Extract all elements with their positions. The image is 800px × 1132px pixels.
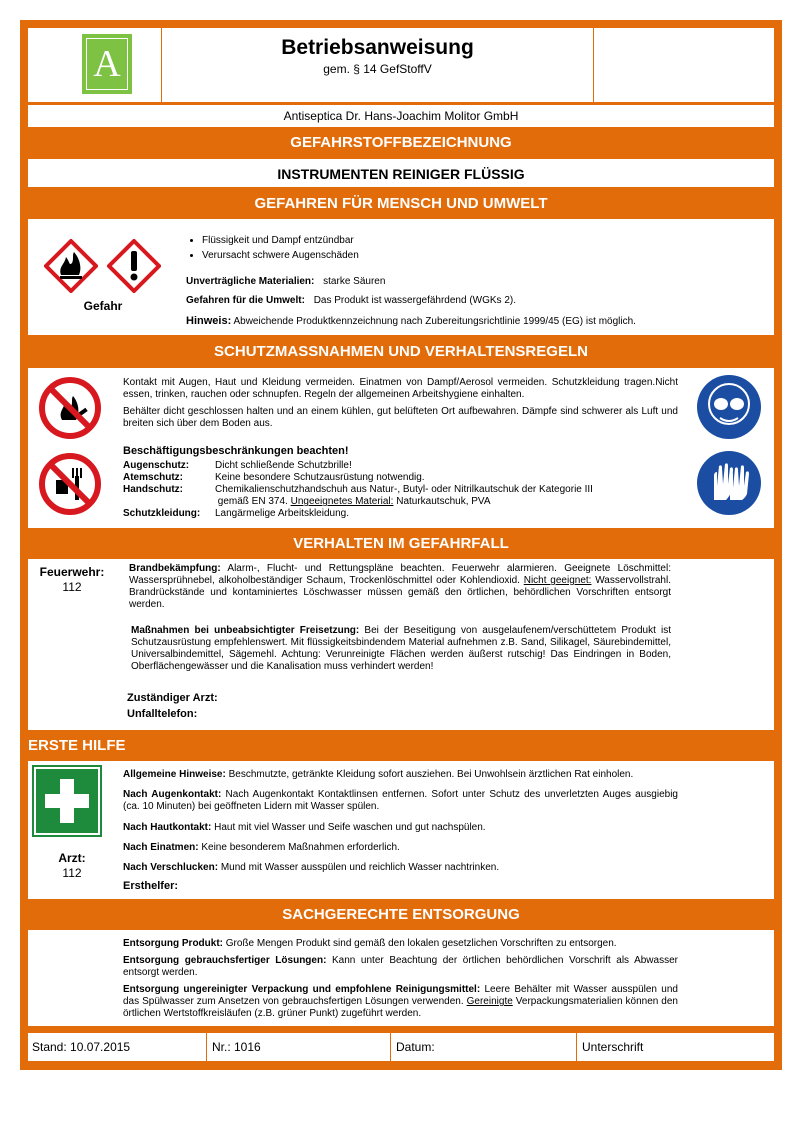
document-number: Nr.: 1016 — [212, 1040, 261, 1054]
general-advice — [123, 769, 678, 781]
unsuitable-material-value: Naturkautschuk, PVA — [393, 496, 491, 507]
first-aid-cross-icon — [32, 765, 102, 837]
cleaned-packaging-label: Gereinigte — [466, 996, 513, 1007]
no-eating-drinking-icon — [38, 452, 102, 516]
eye-protection-value: Dicht schließende Schutzbrille! — [215, 460, 352, 471]
incompatible-label: Unverträgliche Materialien: — [186, 276, 315, 287]
ingestion-text: Mund mit Wasser ausspülen und reichlich Wasser nachtrinken. — [218, 862, 500, 873]
incompatible-value: starke Säuren — [323, 276, 386, 287]
unsuitable-extinguisher-label: Nicht geeignet: — [523, 575, 592, 586]
section-protection-heading: SCHUTZMASSNAHMEN UND VERHALTENSREGELN — [214, 343, 588, 360]
section-hazards-heading: GEFAHREN FÜR MENSCH UND UMWELT — [254, 195, 548, 212]
inhalation-text: Keine besonderem Maßnahmen erforderlich. — [198, 842, 400, 853]
disposal-panel — [28, 930, 774, 1026]
signature-field[interactable]: Unterschrift — [582, 1040, 644, 1054]
date-field[interactable]: Datum: — [396, 1040, 435, 1054]
hazard-note — [186, 315, 766, 328]
responsible-doctor-label: Zuständiger Arzt: — [127, 692, 218, 704]
firefighting-label: Brandbekämpfung: — [129, 563, 221, 574]
respiratory-protection-label: Atemschutz: — [123, 472, 184, 483]
general-advice-label: Allgemeine Hinweise: — [123, 769, 226, 780]
ppe-hand-row — [123, 484, 683, 496]
fire-brigade-number: 112 — [62, 580, 82, 594]
operating-instruction-sheet — [20, 20, 782, 1070]
section-first-aid-heading: ERSTE HILFE — [28, 737, 126, 754]
revision-date: Stand: 10.07.2015 — [32, 1040, 131, 1054]
product-disposal-text: Große Mengen Produkt sind gemäß den lokalen gesetzlichen Vorschriften zu entsorgen. — [223, 938, 617, 949]
first-aid-panel — [28, 761, 774, 899]
solutions-disposal — [123, 955, 678, 979]
flame-ghs-icon — [44, 239, 98, 293]
eye-contact-label: Nach Augenkontakt: — [123, 789, 222, 800]
section-emergency-heading: VERHALTEN IM GEFAHRFALL — [293, 535, 509, 552]
general-advice-text: Beschmutzte, getränkte Kleidung sofort ausziehen. Bei Unwohlsein ärztlichen Rat einholen. — [225, 769, 634, 780]
packaging-disposal-label: Entsorgung ungereinigter Verpackung und empfohlene Reinigungsmittel: — [123, 984, 481, 995]
substance-row — [28, 159, 774, 187]
accidental-release-text — [131, 625, 671, 673]
eye-contact-advice — [123, 789, 678, 813]
hand-protection-norm: gemäß EN 374. — [215, 496, 291, 507]
skin-contact-label: Nach Hautkontakt: — [123, 822, 212, 833]
firefighting-body: Alarm-, Flucht- und Rettungspläne beachten. Feuerwehr alarmieren. Geeignete Löschmittel: Wassersprühnebel, alkoholbeständiger Schaum, Trockenlöschmittel oder Kohlendioxid. — [129, 563, 671, 586]
ppe-breath-row — [123, 472, 683, 484]
accident-phone-label: Unfalltelefon: — [127, 708, 198, 720]
product-disposal-label: Entsorgung Produkt: — [123, 938, 223, 949]
protective-clothing-value: Langärmelige Arbeitskleidung. — [215, 508, 349, 519]
environment-label: Gefahren für die Umwelt: — [186, 295, 305, 306]
emergency-panel — [28, 559, 774, 730]
hand-protection-label: Handschutz: — [123, 484, 183, 495]
footer-row — [28, 1033, 774, 1061]
accidental-release-body: Bei der Beseitigung von ausgelaufenem/verschüttetem Produkt ist Schutzausrüstung empfehlenswert. Mit flüssigkeitsbindendem Material aufnehmen z.B. Sand, Silikagel, Säurebindemittel, Universalbindemittel, Sägemehl. Achtung: Verunreinigte Flächen werden äußerst rutschig! Das Eindringen in Boden, Oberflächengewässer und die Kanalisation muss verhindert werden! — [131, 625, 671, 672]
hazard-item: • Verursacht schwere Augenschäden — [202, 248, 744, 263]
ppe-list — [123, 460, 683, 520]
firefighting-body-2: Wasservollstrahl. Brandrückstände und kontaminiertes Löschwasser müssen gemäß den örtlichen, behördlichen Vorschriften entsorgt werden. — [129, 575, 671, 610]
section-disposal-heading: SACHGERECHTE ENTSORGUNG — [282, 906, 520, 923]
note-label: Hinweis: — [186, 315, 232, 327]
inhalation-label: Nach Einatmen: — [123, 842, 199, 853]
hand-protection-value: Chemikalienschutzhandschuh aus Natur-, Butyl- oder Nitrilkautschuk der Kategorie III — [215, 484, 593, 495]
eye-protection-label: Augenschutz: — [123, 460, 190, 471]
respiratory-protection-value: Keine besondere Schutzausrüstung notwendig. — [215, 472, 425, 483]
company-logo — [82, 34, 132, 94]
no-fire-no-smoking-icon — [38, 376, 102, 440]
solutions-disposal-label: Entsorgung gebrauchsfertiger Lösungen: — [123, 955, 327, 966]
substance-name: INSTRUMENTEN REINIGER FLÜSSIG — [277, 166, 525, 182]
first-aid-doctor-label: Arzt: — [58, 851, 86, 865]
note-value: Abweichende Produktkennzeichnung nach Zubereitungsrichtlinie 1999/45 (EG) ist möglich. — [233, 316, 636, 327]
eye-contact-text: Nach Augenkontakt Kontaktlinsen entfernen. Sofort unter Schutz des unverletzten Auges ausgiebig (ca. 10 Minuten) bei geöffneten Lidern mit Wasser spülen. — [123, 789, 678, 812]
first-aid-doctor-number: 112 — [62, 866, 82, 880]
ppe-hand-row-2 — [123, 496, 683, 508]
ppe-clothing-row — [123, 508, 683, 520]
firefighting-text — [129, 563, 671, 611]
environment-value: Das Produkt ist wassergefährdend (WGKs 2). — [313, 295, 516, 306]
packaging-disposal-text-2: Verpackungsmaterialien können den örtlichen Wertstoffkreisläufen (z.B. grüner Punkt) zugeführt werden. — [123, 996, 678, 1019]
environment-hazard — [186, 295, 746, 307]
section-substance-heading: GEFAHRSTOFFBEZEICHNUNG — [290, 134, 512, 151]
solutions-disposal-text: Kann unter Beachtung der örtlichen behördlichen Vorschrift als Abwasser entsorgt werden. — [123, 955, 678, 978]
packaging-disposal-text: Leere Behälter mit Wasser ausspülen und das Spülwasser zum Ansetzen von gebrauchsfertigen Lösungen verwenden. — [123, 984, 678, 1007]
goggles-mandatory-icon — [696, 374, 762, 440]
inhalation-advice — [123, 842, 678, 854]
ingestion-label: Nach Verschlucken: — [123, 862, 219, 873]
fire-brigade-label: Feuerwehr: — [39, 565, 105, 579]
unsuitable-material-label: Ungeeignetes Material: — [290, 496, 394, 507]
hazard-item: • Flüssigkeit und Dampf entzündbar — [202, 233, 744, 248]
protective-clothing-label: Schutzkleidung: — [123, 508, 201, 519]
signal-word: Gefahr — [83, 299, 123, 313]
skin-contact-text: Haut mit viel Wasser und Seife waschen und gut nachspülen. — [211, 822, 486, 833]
protection-paragraph-2: Behälter dicht geschlossen halten und an einem kühlen, gut belüfteten Ort aufbewahren. Dämpfe sind schwerer als Luft und breiten sich über dem Boden aus. — [123, 406, 678, 429]
protection-panel — [28, 368, 774, 528]
restrictions-heading: Beschäftigungsbeschränkungen beachten! — [123, 445, 349, 457]
protection-paragraph-1: Kontakt mit Augen, Haut und Kleidung vermeiden. Einatmen von Dampf/Aerosol vermeiden. Schutzkleidung tragen.Nicht essen, trinken, rauchen oder schnupfen. Regeln der allgemeinen Arbeitshygiene einhalten. — [123, 377, 678, 400]
company-row — [28, 105, 774, 127]
packaging-disposal — [123, 984, 678, 1020]
exclamation-ghs-icon — [107, 239, 161, 293]
document-title: Betriebsanweisung — [281, 36, 474, 59]
first-aider-label: Ersthelfer: — [123, 880, 179, 892]
ingestion-advice — [123, 862, 678, 874]
document-subtitle: gem. § 14 GefStoffV — [323, 62, 432, 76]
logo-letter: A — [93, 43, 121, 85]
accidental-release-label: Maßnahmen bei unbeabsichtigter Freisetzung: — [131, 625, 360, 636]
skin-contact-advice — [123, 822, 678, 834]
incompatible-materials — [186, 276, 746, 288]
header-panel — [28, 28, 774, 102]
hazard-list — [184, 233, 744, 263]
ppe-eye-row — [123, 460, 683, 472]
product-disposal — [123, 938, 683, 950]
gloves-mandatory-icon — [696, 450, 762, 516]
company-name: Antiseptica Dr. Hans-Joachim Molitor GmbH — [283, 109, 519, 123]
hazards-panel — [28, 219, 774, 335]
